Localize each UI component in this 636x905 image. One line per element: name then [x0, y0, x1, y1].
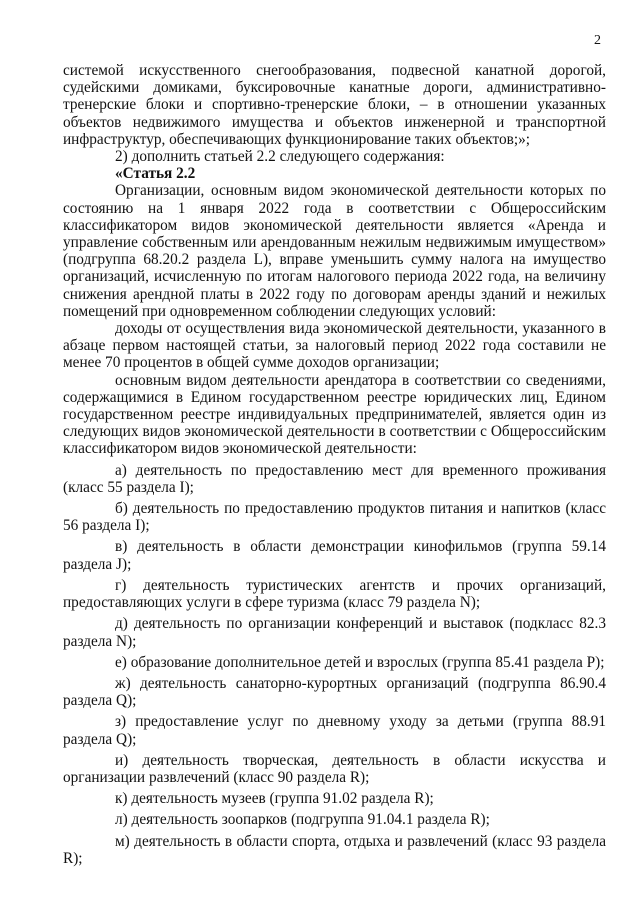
article-heading: «Статья 2.2: [115, 165, 196, 183]
list-item-b: б) деятельность по предоставлению продуктов питания и напитков (класс 56 раздела I);: [63, 500, 606, 535]
list-item-e: е) образование дополнительное детей и взрослых (группа 85.41 раздела P);: [115, 653, 605, 671]
paragraph-article-main: Организации, основным видом экономической деятельности которых по состоянию на 1 января 2022 года в соответствии с Общероссийским классификатором видов экономической деятельности является «Аренда и управление собственным или арендованным нежилым недвижимым имуществом» (подгруппа 68.20.2 раздела L), вправе уменьшить сумму налога на имущество организаций, исчисленную по итогам налогового периода 2022 года, на величину снижения арендной платы в 2022 году по договорам аренды зданий и нежилых помещений при одновременном соблюдении следующих условий:: [63, 182, 606, 320]
paragraph-amendment: 2) дополнить статьей 2.2 следующего содержания:: [115, 148, 445, 166]
paragraph-condition-income: доходы от осуществления вида экономической деятельности, указанного в абзаце первом настоящей статьи, за налоговый период 2022 года составили не менее 70 процентов в общей сумме доходов организации;: [63, 320, 606, 372]
list-item-g: г) деятельность туристических агентств и прочих организаций, предоставляющих услуги в сфере туризма (класс 79 раздела N);: [63, 576, 606, 612]
document-body: [63, 62, 606, 867]
list-item-k: к) деятельность музеев (группа 91.02 раздела R);: [115, 790, 434, 808]
list-item-l: л) деятельность зоопарков (подгруппа 91.04.1 раздела R);: [115, 811, 490, 829]
page-number: 2: [594, 33, 601, 48]
list-item-d: д) деятельность по организации конференций и выставок (подкласс 82.3 раздела N);: [63, 615, 606, 650]
list-item-m: м) деятельность в области спорта, отдыха и развлечений (класс 93 раздела R);: [63, 832, 606, 867]
list-item-zh: ж) деятельность санаторно-курортных организаций (подгруппа 86.90.4 раздела Q);: [63, 674, 606, 710]
list-item-v: в) деятельность в области демонстрации кинофильмов (группа 59.14 раздела J);: [63, 538, 606, 573]
list-item-z: з) предоставление услуг по дневному уходу за детьми (группа 88.91 раздела Q);: [63, 713, 606, 748]
list-item-a: а) деятельность по предоставлению мест для временного проживания (класс 55 раздела I);: [63, 461, 606, 496]
list-item-i: и) деятельность творческая, деятельность в области искусства и организации развлечений (класс 90 раздела R);: [63, 751, 606, 786]
paragraph-condition-tenant: основным видом деятельности арендатора в соответствии со сведениями, содержащимися в Едином государственном реестре юридических лиц, Едином государственном реестре индивидуальных предпринимателей, является один из следующих видов экономической деятельности в соответствии с Общероссийским классификатором видов экономической деятельности:: [63, 371, 606, 458]
paragraph-continuation: системой искусственного снегообразования, подвесной канатной дорогой, судейскими домиками, буксировочные канатные дороги, административно-тренерские блоки и спортивно-тренерские блоки, – в отношении указанных объектов недвижимого имущества и объектов инженерной и транспортной инфраструктур, обеспечивающих функционирование таких объектов;»;: [63, 62, 606, 148]
